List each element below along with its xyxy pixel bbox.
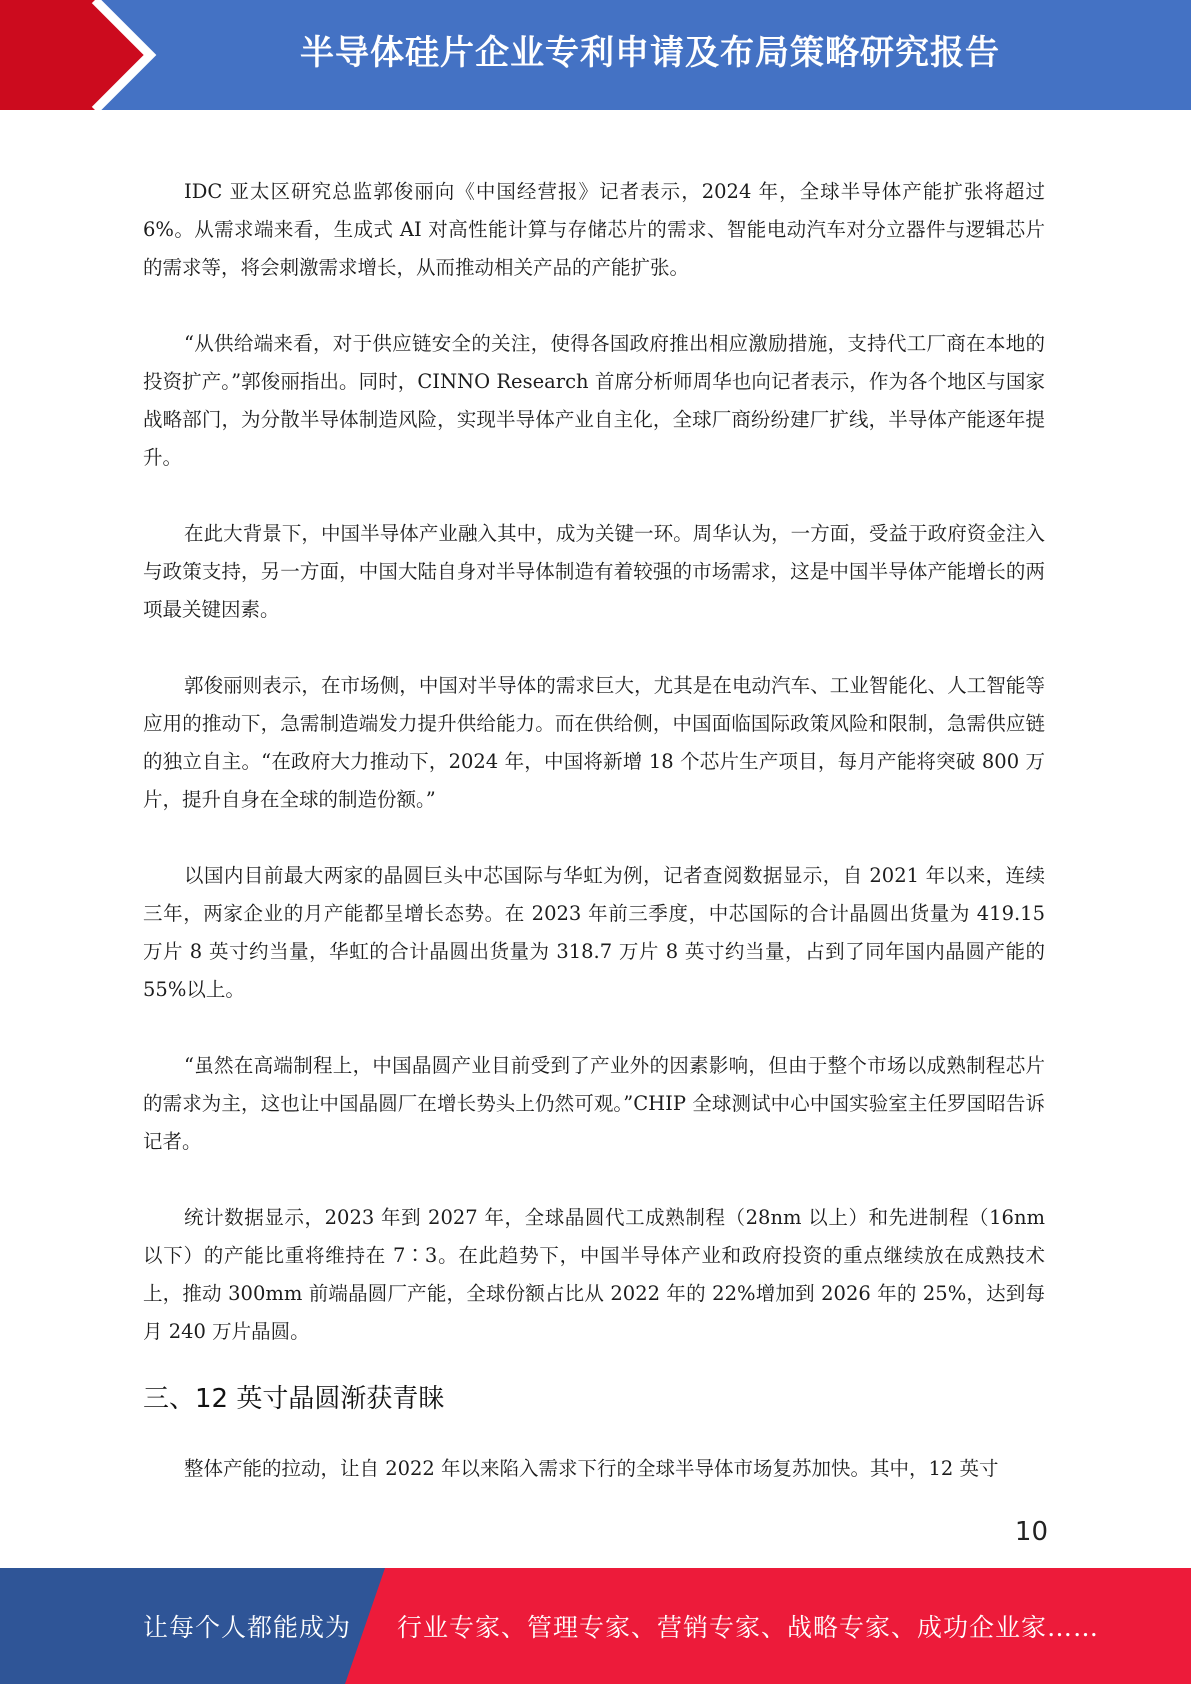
footer-banner (0, 1568, 1191, 1684)
paragraph: 整体产能的拉动，让自 2022 年以来陷入需求下行的全球半导体市场复苏加快。其中，12 英寸 (184, 1457, 999, 1480)
paragraph: 以国内目前最大两家的晶圆巨头中芯国际与华虹为例，记者查阅数据显示，自 2021 年以来，连续三年，两家企业的月产能都呈增长态势。在 2023 年前三季度，中芯国际的合计晶圆出货量为 419.15 万片 8 英寸约当量，华虹的合计晶圆出货量为 318.7 万片 8 英寸约当量，占到了同年国内晶圆产能的 55%以上。 (143, 864, 1045, 1001)
page-number: 10 (1014, 1517, 1048, 1547)
header-banner (0, 0, 1191, 110)
document-title: 半导体硅片企业专利申请及布局策略研究报告 (300, 33, 1000, 73)
header-red-block (0, 0, 150, 110)
paragraph: “从供给端来看，对于供应链安全的关注，使得各国政府推出相应激励措施，支持代工厂商在本地的投资扩产。”郭俊丽指出。同时，CINNO Research 首席分析师周华也向记者表示，作为各个地区与国家战略部门，为分散半导体制造风险，实现半导体产业自主化，全球厂商纷纷建厂扩线，半导体产能逐年提升。 (143, 332, 1045, 469)
footer-slogan-right: 行业专家、管理专家、营销专家、战略专家、成功企业家…… (397, 1613, 1100, 1642)
paragraph: 统计数据显示，2023 年到 2027 年，全球晶圆代工成熟制程（28nm 以上）和先进制程（16nm 以下）的产能比重将维持在 7∶3。在此趋势下，中国半导体产业和政府投资的重点继续放在成熟技术上，推动 300mm 前端晶圆厂产能，全球份额占比从 2022 年的 22%增加到 2026 年的 25%，达到每月 240 万片晶圆。 (143, 1206, 1045, 1343)
paragraph: IDC 亚太区研究总监郭俊丽向《中国经营报》记者表示，2024 年，全球半导体产能扩张将超过 6%。从需求端来看，生成式 AI 对高性能计算与存储芯片的需求、智能电动汽车对分立器件与逻辑芯片的需求等，将会刺激需求增长，从而推动相关产品的产能扩张。 (143, 180, 1045, 279)
paragraph: “虽然在高端制程上，中国晶圆产业目前受到了产业外的因素影响，但由于整个市场以成熟制程芯片的需求为主，这也让中国晶圆厂在增长势头上仍然可观。”CHIP 全球测试中心中国实验室主任罗国昭告诉记者。 (143, 1054, 1045, 1153)
report-body (143, 173, 1045, 1488)
footer-slogan-left: 让每个人都能成为 (143, 1613, 352, 1642)
paragraph: 在此大背景下，中国半导体产业融入其中，成为关键一环。周华认为，一方面，受益于政府资金注入与政策支持，另一方面，中国大陆自身对半导体制造有着较强的市场需求，这是中国半导体产能增长的两项最关键因素。 (143, 522, 1045, 621)
paragraph: 郭俊丽则表示，在市场侧，中国对半导体的需求巨大，尤其是在电动汽车、工业智能化、人工智能等应用的推动下，急需制造端发力提升供给能力。而在供给侧，中国面临国际政策风险和限制，急需供应链的独立自主。“在政府大力推动下，2024 年，中国将新增 18 个芯片生产项目，每月产能将突破 800 万片，提升自身在全球的制造份额。” (143, 674, 1045, 811)
section-heading: 三、12 英寸晶圆渐获青睐 (143, 1384, 445, 1414)
